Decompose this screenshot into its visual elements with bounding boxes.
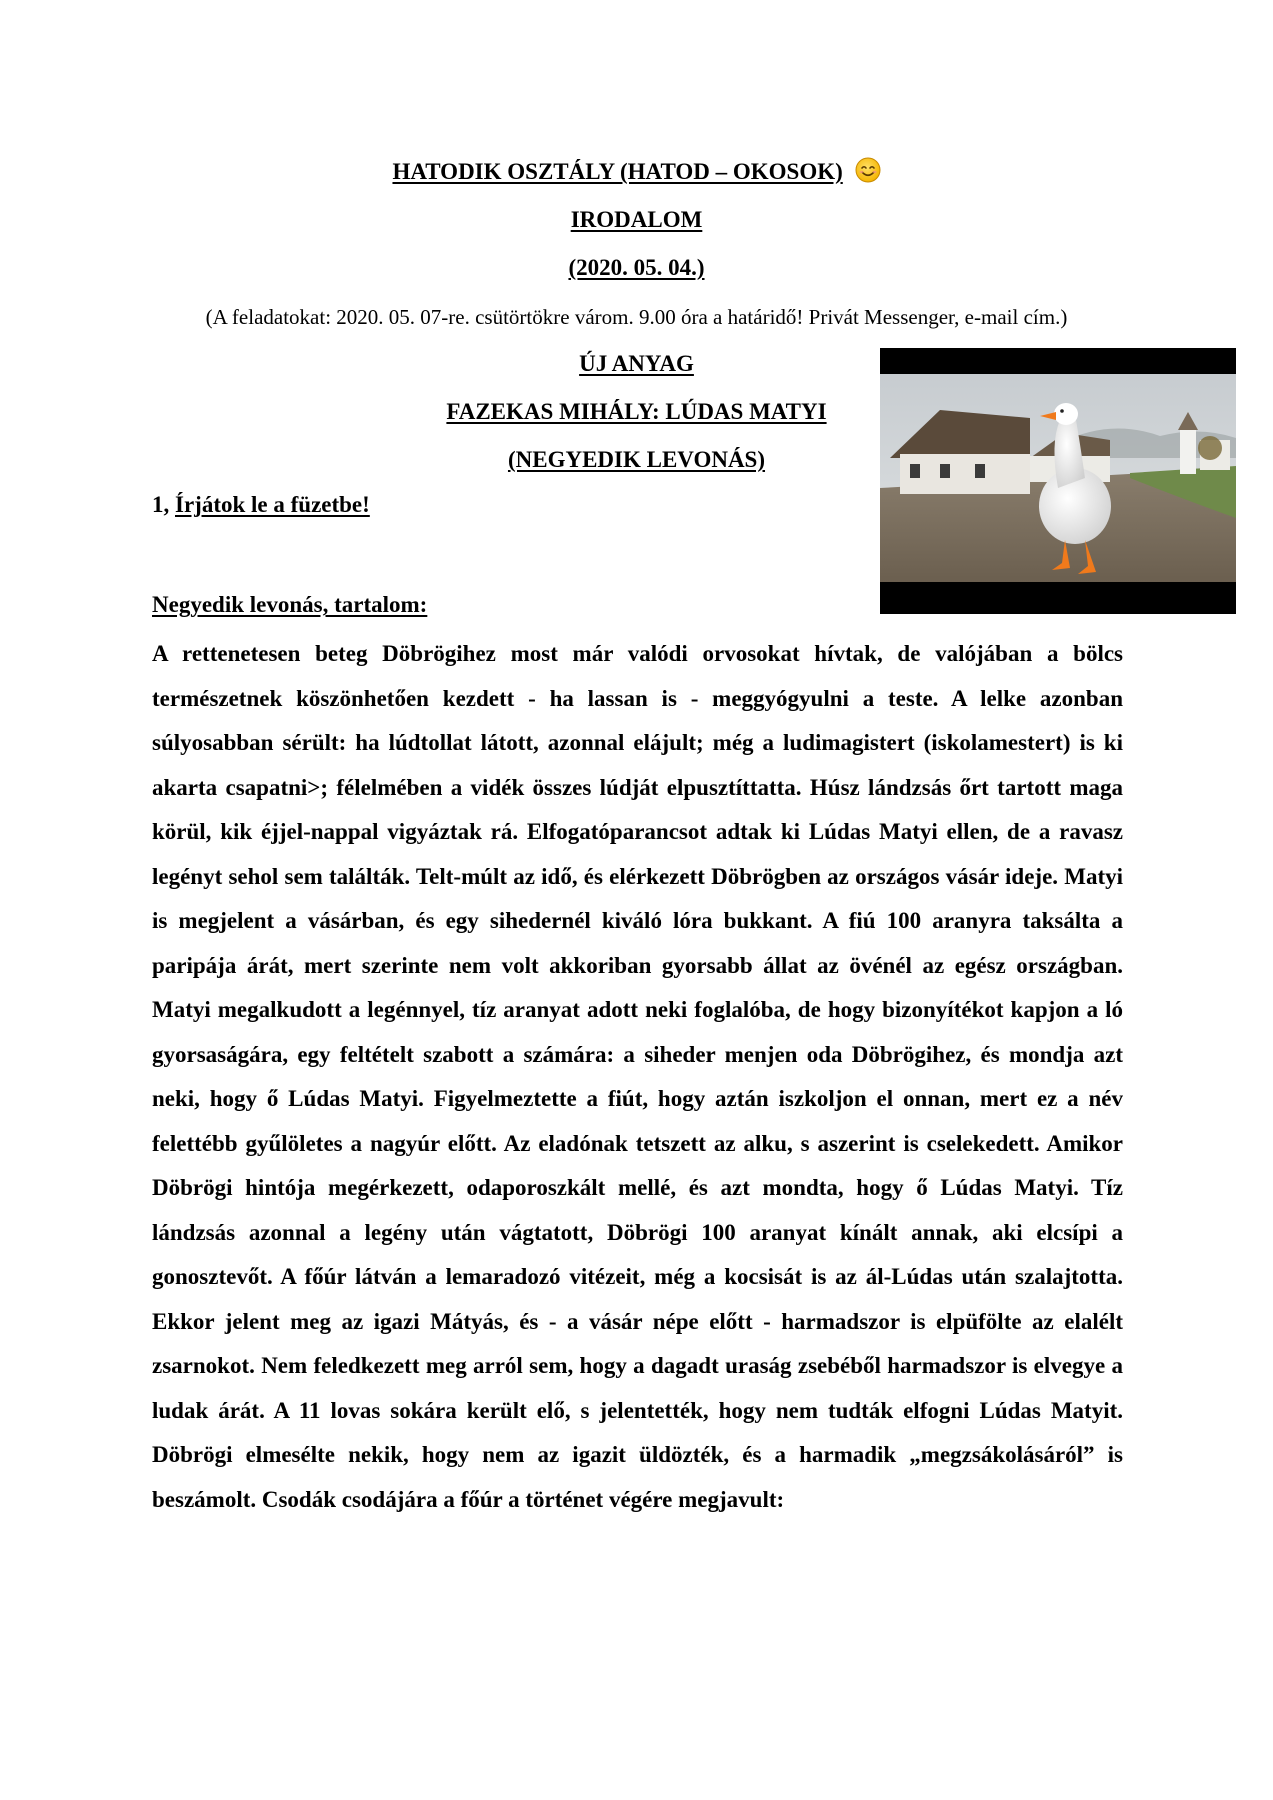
class-heading (0, 156, 1273, 188)
new-material-text: ÚJ ANYAG (579, 351, 694, 376)
subject-heading (0, 204, 1273, 236)
task-number: 1, (152, 492, 170, 517)
task-instruction: Írjátok le a füzetbe! (175, 492, 370, 517)
class-heading-text: HATODIK OSZTÁLY (HATOD – OKOSOK) (392, 159, 843, 184)
subject-text: IRODALOM (570, 207, 703, 232)
goose-village-image (880, 348, 1236, 614)
content-heading (152, 592, 427, 618)
goose-photo (880, 348, 1236, 614)
content-heading-text: Negyedik levonás, tartalom: (152, 592, 428, 617)
deadline-note: (A feladatokat: 2020. 05. 07-re. csütörtökre várom. 9.00 óra a határidő! Privát Messenger, e-mail cím.) (205, 305, 1068, 329)
summary-paragraph: A rettenetesen beteg Döbrögihez most már valódi orvosokat hívtak, de valójában a bölcs természetnek köszönhetően kezdett - ha lassan is - meggyógyulni a teste. A lelke azonban súlyosabban sérült: ha lúdtollat látott, azonnal elájult; még a ludimagistert (iskolamestert) is ki akarta csapatni>; félelmében a vidék összes lúdját elpusztíttatta. Húsz lándzsás őrt tartott maga körül, kik éjjel-nappal vigyáztak rá. Elfogatóparancsot adtak ki Lúdas Matyi ellen, de a ravasz legényt sehol sem találták. Telt-múlt az idő, és elérkezett Döbrögben az országos vásár ideje. Matyi is megjelent a vásárban, és egy sihedernél kiváló lóra bukkant. A fiú 100 aranyra taksálta a paripája árát, mert szerinte nem volt akkoriban gyorsabb állat az övénél az egész országban. Matyi megalkudott a legénnyel, tíz aranyat adott neki foglalóba, de hogy bizonyítékot kapjon a ló gyorsaságára, egy feltételt szabott a számára: a siheder menjen oda Döbrögihez, és mondja azt neki, hogy ő Lúdas Matyi. Figyelmeztette a fiút, hogy aztán iszkoljon el onnan, mert ez a név felettébb gyűlöletes a nagyúr előtt. Az eladónak tetszett az alku, s aszerint is cselekedett. Amikor Döbrögi hintója megérkezett, odaporoszkált mellé, és azt mondta, hogy ő Lúdas Matyi. Tíz lándzsás azonnal a legény után vágtatott, Döbrögi 100 aranyat kínált annak, aki elcsípi a gonosztevőt. A főúr látván a lemaradozó vitézeit, még a kocsisát is az ál-Lúdas után szalajtotta. Ekkor jelent meg az igazi Mátyás, és - a vásár népe előtt - harmadszor is elpüfölte az elalélt zsarnokot. Nem feledkezett meg arról sem, hogy a dagadt uraság zsebéből harmadszor is elvegye a ludak árát. A 11 lovas sokára került elő, s jelentették, hogy nem tudták elfogni Lúdas Matyit. Döbrögi elmesélte nekik, hogy nem az igazit üldözték, és a harmadik „megzsákolásáról” is beszámolt. Csodák csodájára a főúr a történet végére megjavult: (152, 641, 1123, 1512)
work-subtitle-text: (NEGYEDIK LEVONÁS) (507, 447, 766, 472)
date-heading (0, 252, 1273, 284)
task-1 (152, 492, 370, 518)
work-title-text: FAZEKAS MIHÁLY: LÚDAS MATYI (446, 399, 827, 424)
date-text: (2020. 05. 04.) (568, 255, 705, 280)
smiling-face-icon (855, 157, 881, 183)
